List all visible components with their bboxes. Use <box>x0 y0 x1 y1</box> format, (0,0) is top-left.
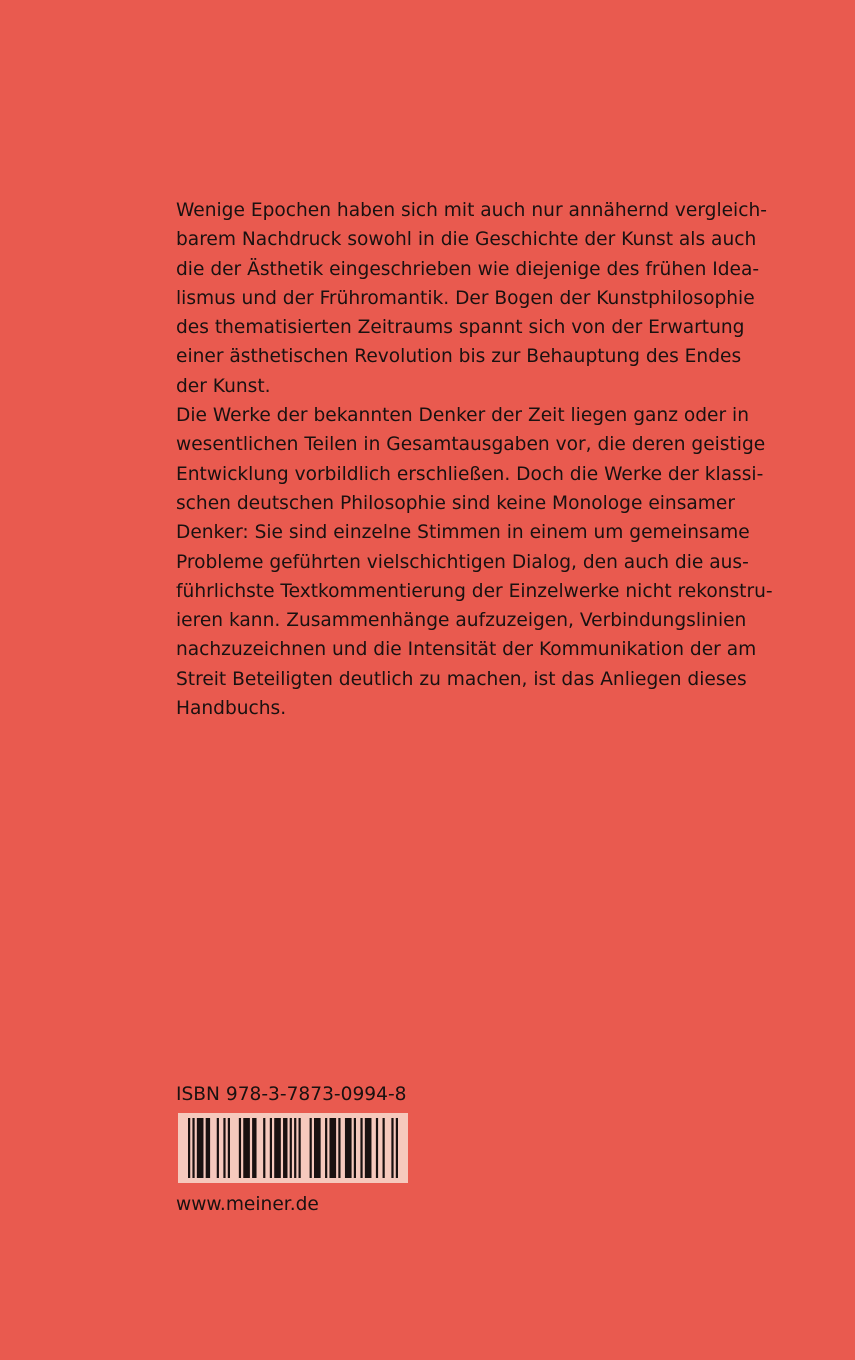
barcode-bar <box>290 1118 292 1178</box>
barcode-icon <box>178 1113 408 1183</box>
blurb-line: barem Nachdruck sowohl in die Geschichte der Kunst als auch <box>176 229 757 251</box>
barcode-bar <box>217 1118 219 1178</box>
blurb-line: Handbuchs. <box>176 698 287 720</box>
barcode-bar <box>274 1118 281 1178</box>
barcode-bar <box>252 1118 256 1178</box>
barcode-bar <box>188 1118 190 1178</box>
blurb-line: nachzuzeichnen und die Intensität der Kommunikation der am <box>176 639 757 661</box>
barcode-bar <box>239 1118 241 1178</box>
barcode-bars <box>178 1113 408 1183</box>
barcode-bar <box>325 1118 327 1178</box>
blurb-line: führlichste Textkommentierung der Einzelwerke nicht rekonstru- <box>176 580 773 602</box>
blurb-line: einer ästhetischen Revolution bis zur Behauptung des Endes <box>176 346 742 368</box>
barcode-bar <box>345 1118 352 1178</box>
blurb-line: Streit Beteiligten deutlich zu machen, ist das Anliegen dieses <box>176 668 747 690</box>
barcode-bar <box>396 1118 398 1178</box>
barcode-bar <box>391 1118 393 1178</box>
barcode-bar <box>376 1118 378 1178</box>
blurb-line: der Kunst. <box>176 375 271 397</box>
barcode-bar <box>197 1118 204 1178</box>
barcode-bar <box>365 1118 372 1178</box>
barcode-bar <box>263 1118 265 1178</box>
barcode-bar <box>360 1118 362 1178</box>
barcode-bar <box>354 1118 356 1178</box>
barcode-bar <box>314 1118 321 1178</box>
blurb-text <box>176 196 776 723</box>
barcode-bar <box>383 1118 385 1178</box>
barcode-bar <box>294 1118 296 1178</box>
blurb-line: Die Werke der bekannten Denker der Zeit liegen ganz oder in <box>176 405 750 427</box>
isbn-label: ISBN 978-3-7873-0994-8 <box>176 1084 407 1105</box>
barcode-bar <box>299 1118 301 1178</box>
barcode-bar <box>338 1118 340 1178</box>
barcode-bar <box>223 1118 225 1178</box>
barcode-bar <box>243 1118 250 1178</box>
barcode-bar <box>192 1118 194 1178</box>
blurb-line: Denker: Sie sind einzelne Stimmen in einem um gemeinsame <box>176 522 750 544</box>
publisher-website: www.meiner.de <box>176 1194 319 1215</box>
barcode-bar <box>206 1118 210 1178</box>
barcode-bar <box>283 1118 287 1178</box>
blurb-line: schen deutschen Philosophie sind keine Monologe einsamer <box>176 492 735 514</box>
blurb-line: ieren kann. Zusammenhänge aufzuzeigen, Verbindungslinien <box>176 610 747 632</box>
barcode-bar <box>270 1118 272 1178</box>
blurb-line: des thematisierten Zeitraums spannt sich von der Erwartung <box>176 317 745 339</box>
blurb-line: lismus und der Frühromantik. Der Bogen der Kunstphilosophie <box>176 287 755 309</box>
blurb-line: Entwicklung vorbildlich erschließen. Doch die Werke der klassi- <box>176 463 764 485</box>
blurb-line: Probleme geführten vielschichtigen Dialog, den auch die aus- <box>176 551 749 573</box>
blurb-line: Wenige Epochen haben sich mit auch nur annähernd vergleich- <box>176 200 767 221</box>
barcode-bar <box>329 1118 336 1178</box>
barcode-bar <box>310 1118 312 1178</box>
barcode-bar <box>228 1118 230 1178</box>
blurb-line: wesentlichen Teilen in Gesamtausgaben vor, die deren geistige <box>176 434 766 456</box>
blurb-line: die der Ästhetik eingeschrieben wie diejenige des frühen Idea- <box>176 258 760 280</box>
